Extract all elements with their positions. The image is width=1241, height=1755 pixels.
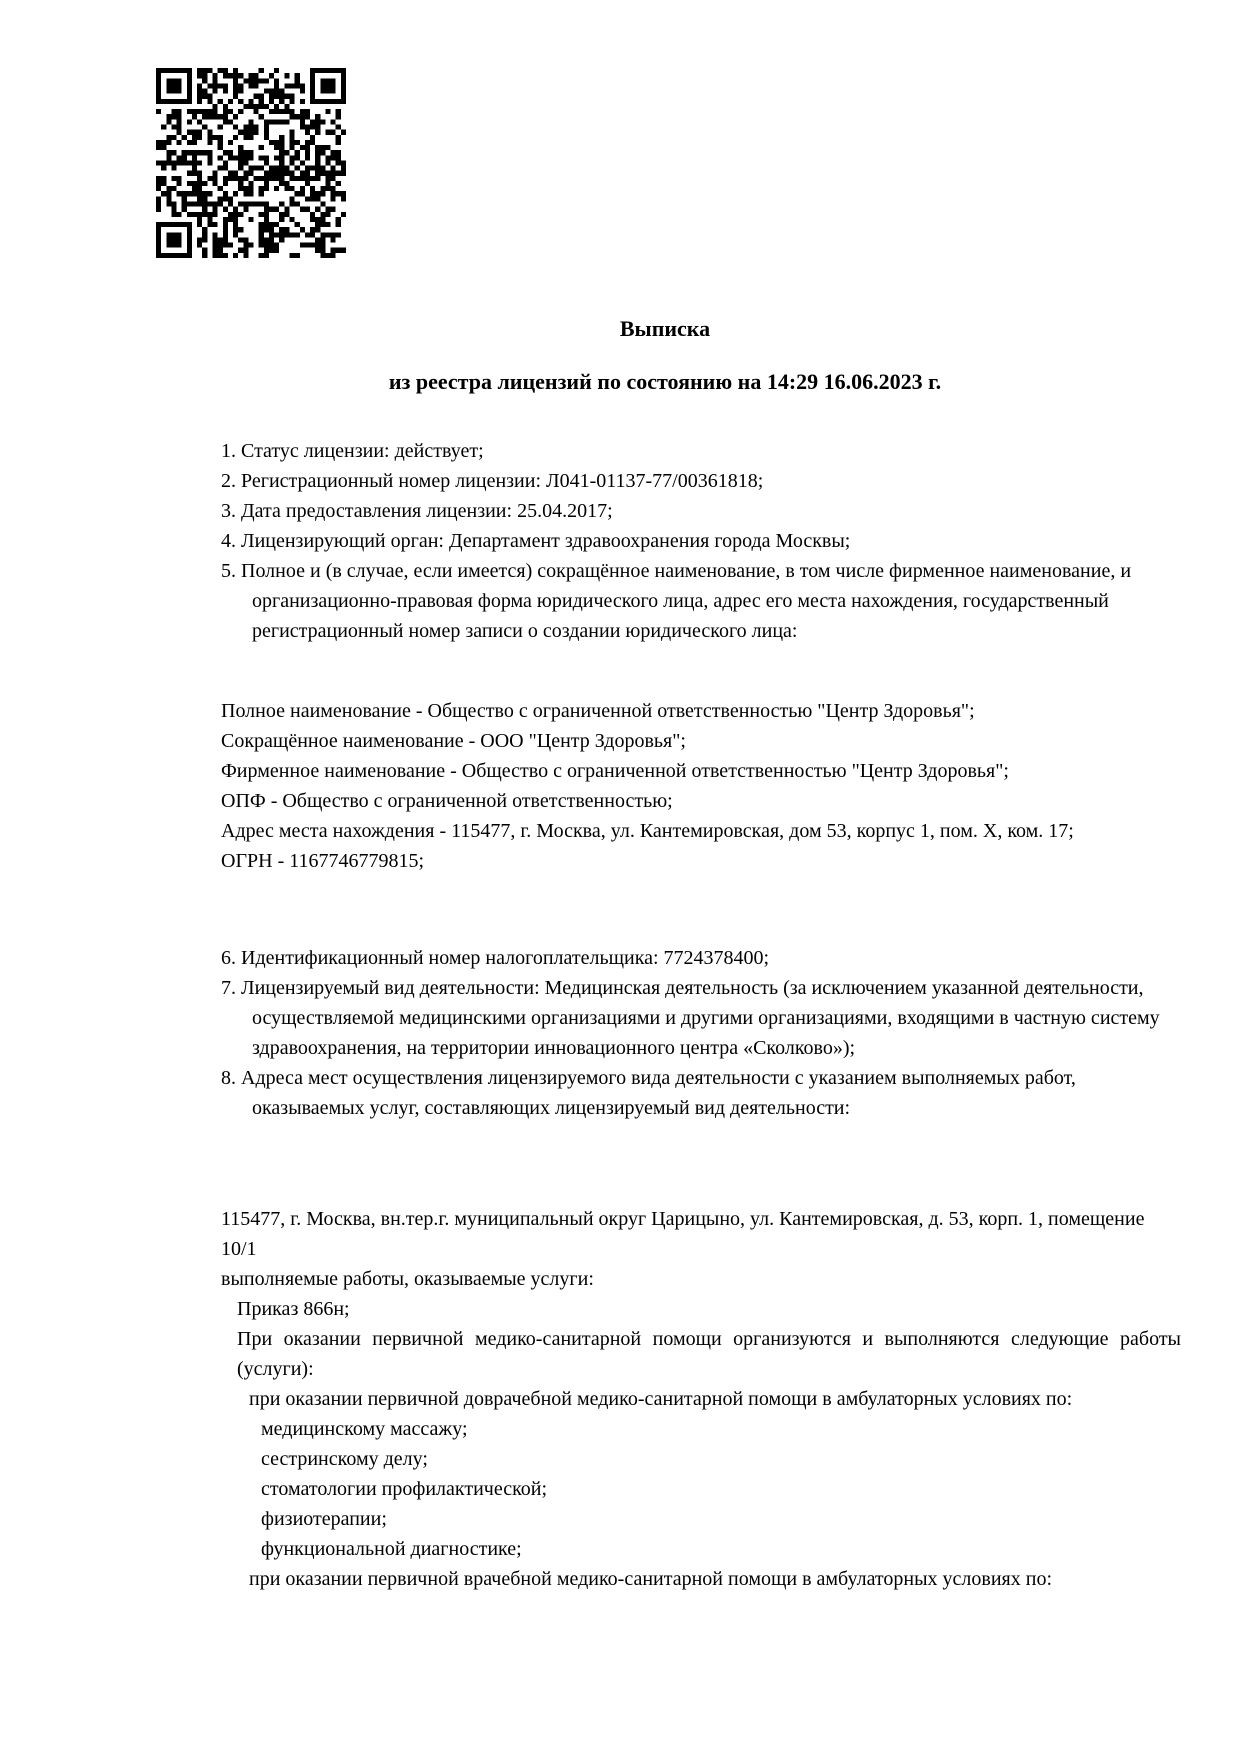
service-item: функциональной диагностике; [261,1538,522,1560]
works-label: выполняемые работы, оказываемые услуги: [221,1268,594,1290]
service-item: физиотерапии; [261,1508,387,1530]
license-status: 1. Статус лицензии: действует; [221,440,484,462]
licensing-authority: 4. Лицензирующий орган: Департамент здравоохранения города Москвы; [221,530,851,552]
org-info [221,696,1181,876]
primary-care-text: При оказании первичной медико-санитарной помощи организуются и выполняются следующие работы (услуги): [237,1328,1181,1380]
license-items-1-5 [221,436,1181,646]
document-subtitle: из реестра лицензий по состоянию на 14:29 16.06.2023 г. [388,369,942,394]
activity-type: 7. Лицензируемый вид деятельности: Медицинская деятельность (за исключением указанной деятельности, осуществляемой медицинскими организациями и другими организациями, входящими в частную систему здравоохранения, на территории инновационного центра «Сколково»); [221,977,1160,1059]
org-short-name: Сокращённое наименование - ООО "Центр Здоровья"; [221,730,686,752]
service-item: медицинскому массажу; [261,1418,468,1440]
org-ogrn: ОГРН - 1167746779815; [221,850,425,872]
prevrach-text: при оказании первичной доврачебной медико-санитарной помощи в амбулаторных условиях по: [249,1388,1073,1410]
order-ref: Приказ 866н; [237,1298,350,1320]
org-address: Адрес места нахождения - 115477, г. Москва, ул. Кантемировская, дом 53, корпус 1, пом. Х, ком. 17; [221,820,1074,842]
license-items-6-8 [221,943,1181,1123]
place-address: 115477, г. Москва, вн.тер.г. муниципальный округ Царицыно, ул. Кантемировская, д. 53, корп. 1, помещение 10/1 [221,1208,1145,1260]
license-reg-number: 2. Регистрационный номер лицензии: Л041-01137-77/00361818; [221,470,764,492]
qr-code [156,68,346,258]
activity-addresses: 8. Адреса мест осуществления лицензируемого вида деятельности с указанием выполняемых работ, оказываемых услуг, составляющих лицензируемый вид деятельности: [221,1067,1076,1119]
inn: 6. Идентификационный номер налогоплательщика: 7724378400; [221,947,770,969]
org-opf: ОПФ - Общество с ограниченной ответственностью; [221,790,673,812]
license-date: 3. Дата предоставления лицензии: 25.04.2017; [221,500,613,522]
org-full-name: Полное наименование - Общество с ограниченной ответственностью "Центр Здоровья"; [221,700,975,722]
org-name-heading: 5. Полное и (в случае, если имеется) сокращённое наименование, в том числе фирменное наименование, и организационно-правовая форма юридического лица, адрес его места нахождения, государственный регистрационный номер записи о создании юридического лица: [221,560,1132,642]
org-brand-name: Фирменное наименование - Общество с ограниченной ответственностью "Центр Здоровья"; [221,760,1009,782]
vrach-text: при оказании первичной врачебной медико-санитарной помощи в амбулаторных условиях по: [249,1568,1053,1590]
activity-place [221,1204,1181,1594]
service-item: стоматологии профилактической; [261,1478,548,1500]
service-item: сестринскому делу; [261,1448,428,1470]
document-title: Выписка [619,316,711,341]
